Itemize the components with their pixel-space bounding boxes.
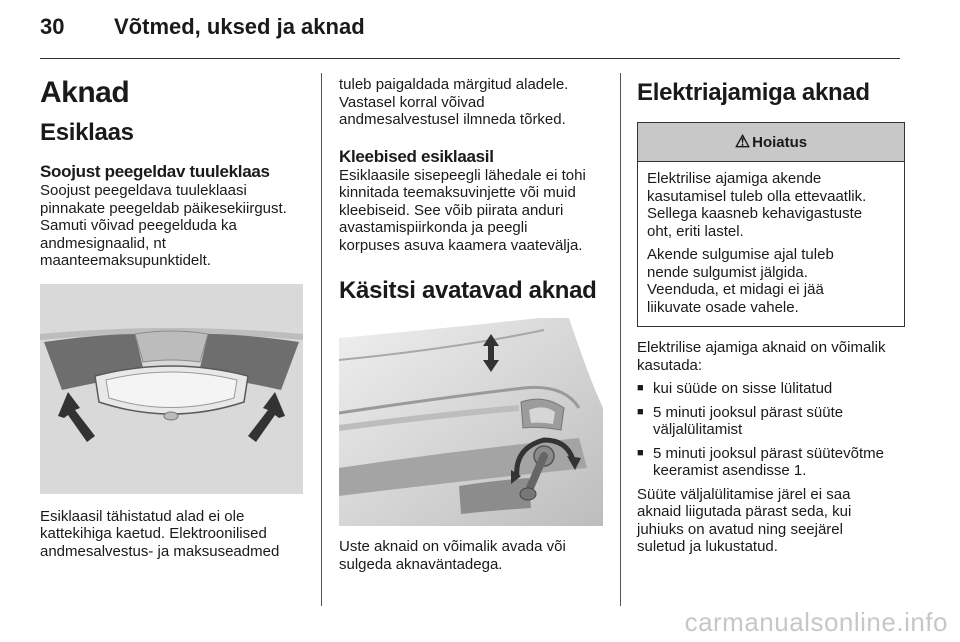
column-divider-2 — [620, 73, 621, 606]
paragraph-power-windows-outro: Süüte väljalülitamise järel ei saa aknaid liigutada pärast seda, kui juhiuks on avatud ning seejärel suletud ja lukustatud. — [637, 485, 852, 555]
watermark: carmanualsonline.info — [684, 607, 948, 637]
page-header — [40, 14, 900, 44]
warning-title: Hoiatus — [752, 133, 808, 151]
column-3 — [637, 76, 905, 556]
subsection-title-stickers: Kleebised esiklaasil — [339, 146, 494, 166]
column-divider-1 — [321, 73, 322, 606]
paragraph-power-windows-intro: Elektrilise ajamiga aknaid on võimalik kasutada: — [637, 339, 886, 374]
paragraph-heat-reflecting: Soojust peegeldava tuuleklaasi pinnakate peegeldab päikesekiirgust. Samuti võivad peegelduda ka andmesignaalid, nt maanteemaksupunktidelt. — [40, 182, 287, 269]
bullet-square-icon: ■ — [637, 382, 644, 394]
paragraph-continued: tuleb paigaldada märgitud aladele. Vastasel korral võivad andmesalvestusel ilmneda tõrked. — [339, 76, 569, 128]
list-item: ■ kui süüde on sisse lülitatud — [637, 380, 833, 397]
page-number: 30 — [40, 14, 65, 39]
warning-paragraph-1: Elektrilise ajamiga akende kasutamisel tuleb olla ettevaatlik. Sellega kaasneb kehavigastuste oht, eriti lastel. — [647, 170, 867, 240]
paragraph-stickers: Esiklaasile sisepeegli lähedale ei tohi kinnitada teemaksuvinjette või muid kleebiseid. See võib piirata anduri avastamispiirkonda ja peegli korpuses asuva kaamera vaatevälja. — [339, 166, 586, 254]
warning-paragraph-2: Akende sulgumise ajal tuleb nende sulgumist jälgida. Veenduda, et midagi ei jää liikuvate osade vahele. — [647, 246, 834, 316]
windshield-mirror-figure — [40, 284, 303, 494]
warning-box — [637, 122, 905, 327]
windshield-mirror-illustration — [40, 284, 303, 494]
section-title-esiklaas: Esiklaas — [40, 119, 134, 146]
section-title-aknad: Aknad — [40, 76, 130, 109]
list-item: ■ 5 minuti jooksul pärast süütevõtme keeramist asendisse 1. — [637, 444, 884, 479]
bullet-square-icon: ■ — [637, 446, 644, 459]
column-1 — [40, 76, 306, 560]
section-title-manual-windows: Käsitsi avatavad aknad — [339, 277, 597, 304]
window-crank-illustration — [339, 318, 603, 526]
window-crank-figure — [339, 318, 603, 526]
subsection-title-heat-reflecting: Soojust peegeldav tuuleklaas — [40, 162, 270, 181]
bullet-square-icon: ■ — [637, 405, 644, 418]
chapter-title: Võtmed, uksed ja aknad — [114, 14, 365, 39]
column-2 — [339, 76, 607, 573]
conditions-list — [637, 380, 905, 480]
paragraph-manual-windows: Uste aknaid on võimalik avada või sulgeda aknaväntadega. — [339, 538, 566, 573]
list-item: ■ 5 minuti jooksul pärast süüte väljalülitamist — [637, 403, 844, 438]
header-rule — [40, 58, 900, 59]
paragraph-marked-areas: Esiklaasil tähistatud alad ei ole kattekihiga kaetud. Elektroonilised andmesalvestus- ja maksuseadmed — [40, 507, 280, 560]
warning-body — [638, 162, 904, 326]
warning-triangle-icon: ⚠ — [734, 132, 751, 151]
section-title-power-windows: Elektriajamiga aknad — [637, 79, 870, 106]
warning-header — [638, 123, 904, 162]
